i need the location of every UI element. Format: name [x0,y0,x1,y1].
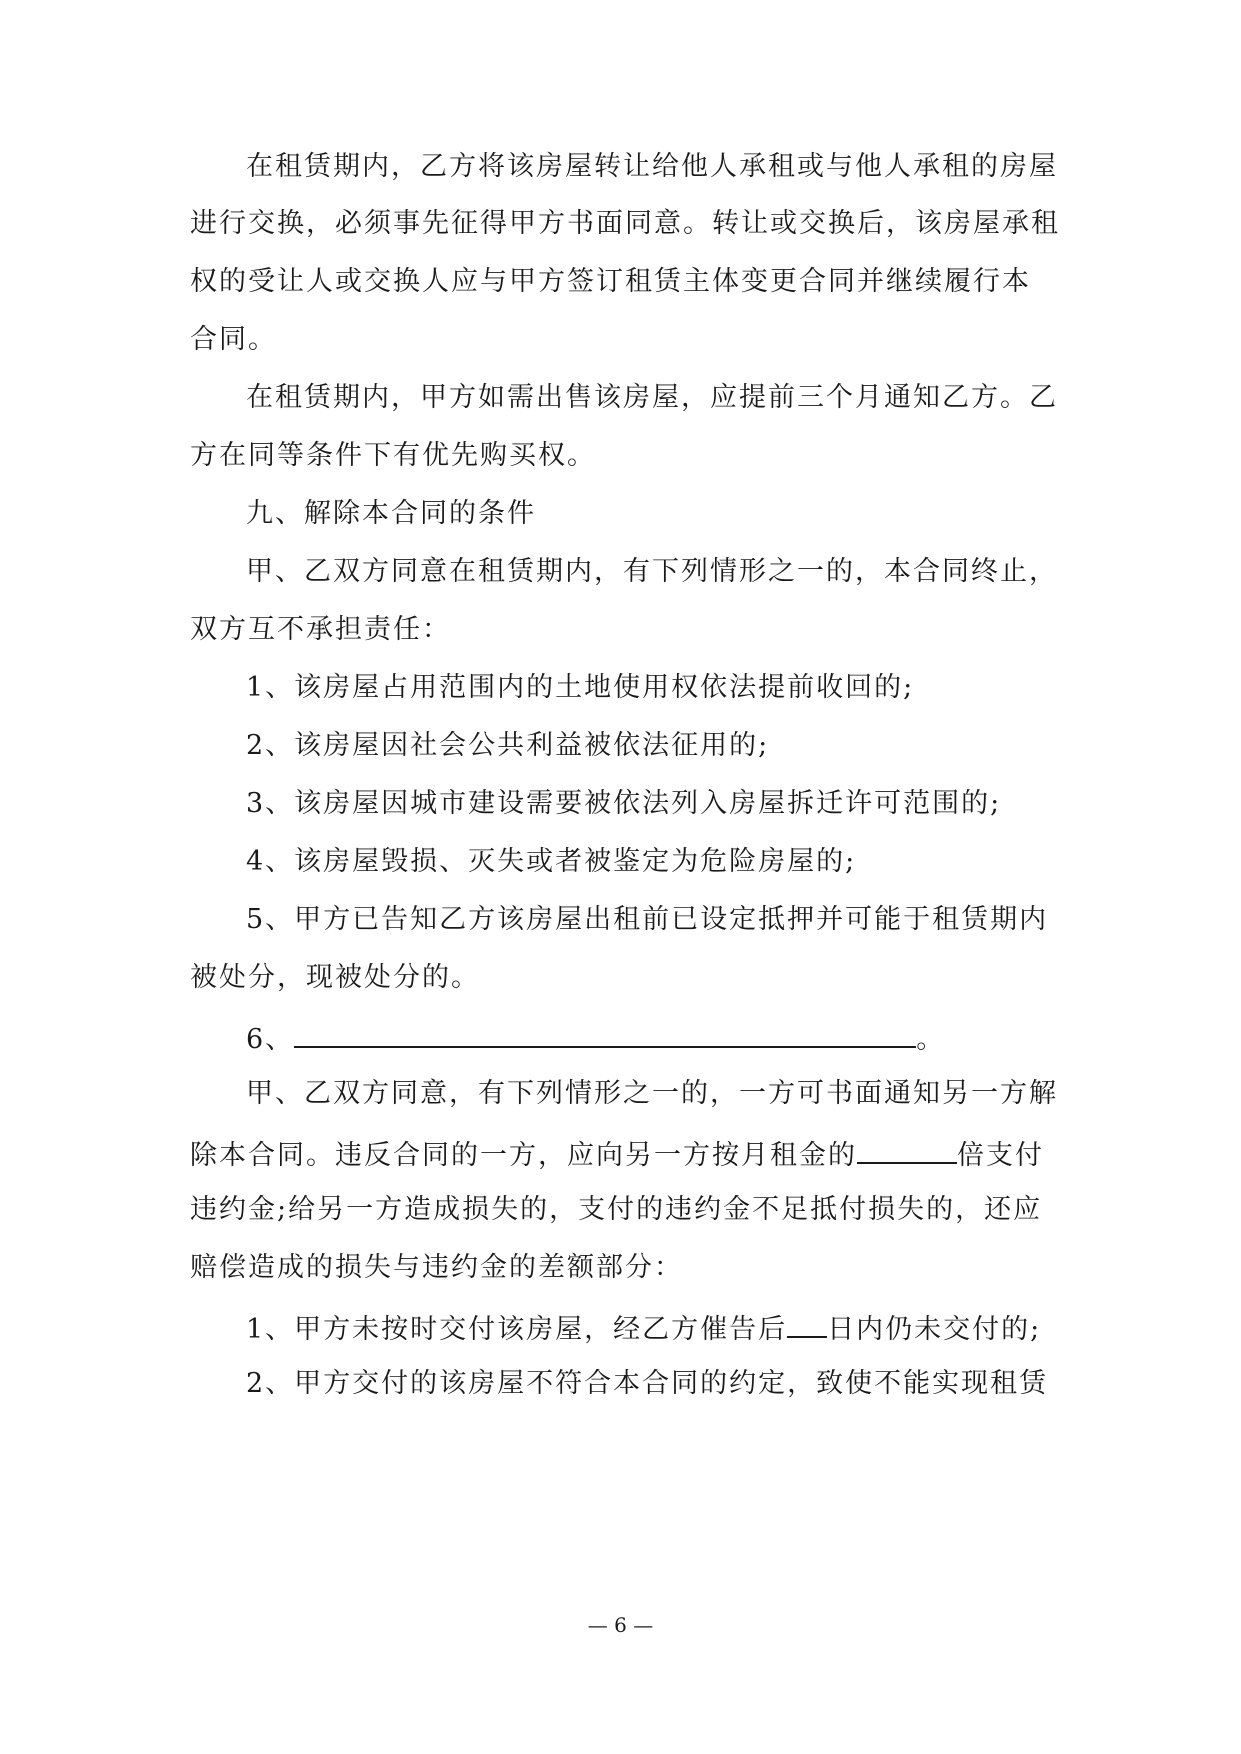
list-item: 2、该房屋因社会公共利益被依法征用的; [246,730,770,761]
fill-in-blank [857,1132,957,1164]
paragraph-line-blank [190,1132,1070,1176]
paragraph-line: 赔偿造成的损失与违约金的差额部分： [190,1252,683,1283]
paragraph-line: 在租赁期内，甲方如需出售该房屋，应提前三个月通知乙方。乙 [246,382,1058,413]
list-item-prefix: 6、 [246,1024,295,1055]
list-item: 4、该房屋毁损、灭失或者被鉴定为危险房屋的; [246,846,857,877]
list-item: 2、甲方交付的该房屋不符合本合同的约定，致使不能实现租赁 [246,1368,1049,1399]
list-item-text: 日内仍未交付的; [827,1314,1042,1345]
list-item-blank [246,1306,1126,1350]
paragraph-line: 在租赁期内，乙方将该房屋转让给他人承租或与他人承租的房屋 [246,151,1058,182]
list-item-text: 1、甲方未按时交付该房屋，经乙方催告后 [246,1314,788,1345]
list-item: 3、该房屋因城市建设需要被依法列入房屋拆迁许可范围的; [246,788,1002,819]
fill-in-blank [294,1016,916,1048]
paragraph-line: 甲、乙双方同意，有下列情形之一的，一方可书面通知另一方解 [246,1078,1058,1109]
paragraph-text: 除本合同。违反合同的一方，应向另一方按月租金的 [190,1140,857,1171]
paragraph-text: 倍支付 [957,1140,1044,1171]
paragraph-line: 权的受让人或交换人应与甲方签订租赁主体变更合同并继续履行本 [190,266,1031,297]
paragraph-line: 被处分，现被处分的。 [190,962,480,993]
section-heading: 九、解除本合同的条件 [246,498,536,529]
list-item: 1、该房屋占用范围内的土地使用权依法提前收回的; [246,672,915,703]
list-item-suffix: 。 [916,1024,946,1055]
paragraph-line: 合同。 [190,324,277,355]
list-item: 5、甲方已告知乙方该房屋出租前已设定抵押并可能于租赁期内 [246,904,1049,935]
paragraph-line: 甲、乙双方同意在租赁期内，有下列情形之一的，本合同终止， [246,556,1058,587]
paragraph-line: 双方互不承担责任： [190,614,451,645]
fill-in-blank [787,1306,827,1338]
paragraph-line: 进行交换，必须事先征得甲方书面同意。转让或交换后，该房屋承租 [190,208,1060,239]
page-number: — 6 — [587,1613,654,1637]
paragraph-line: 违约金;给另一方造成损失的，支付的违约金不足抵付损失的，还应 [190,1194,1043,1225]
paragraph-line: 方在同等条件下有优先购买权。 [190,440,596,471]
list-item-blank [246,1016,1126,1060]
